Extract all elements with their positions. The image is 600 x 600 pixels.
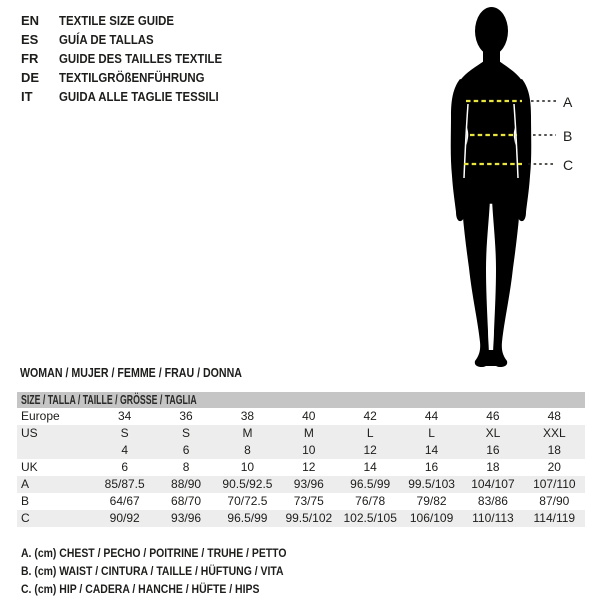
language-item: [21, 30, 244, 49]
measurement-legend: [21, 544, 326, 598]
language-title: GUIDA ALLE TAGLIE TESSILI: [59, 89, 219, 104]
table-row-chest: A 85/87.5 88/90 90.5/92.5 93/96 96.5/99 99.5/103 104/107 107/110: [17, 476, 585, 493]
silhouette-body: [451, 7, 532, 367]
language-title: TEXTILGRÖßENFÜHRUNG: [59, 70, 205, 85]
row-label: [17, 442, 94, 459]
language-code: EN: [21, 13, 40, 28]
language-item: [21, 11, 244, 30]
row-label: UK: [21, 460, 38, 474]
section-title: WOMAN / MUJER / FEMME / FRAU / DONNA: [20, 366, 242, 380]
language-title: TEXTILE SIZE GUIDE: [59, 13, 175, 28]
language-title: GUÍA DE TALLAS: [59, 32, 154, 47]
table-row-waist: B 64/67 68/70 70/72.5 73/75 76/78 79/82 83/86 87/90: [17, 493, 585, 510]
table-row-us-numeric: 4 6 8 10 12 14 16 18: [17, 442, 585, 459]
measure-label-chest: A: [563, 94, 573, 110]
language-code: IT: [21, 89, 33, 104]
table-header: SIZE / TALLA / TAILLE / GRÖSSE / TAGLIA: [17, 392, 585, 408]
row-label: Europe: [21, 409, 60, 423]
row-label: C: [21, 511, 30, 525]
language-item: [21, 87, 244, 106]
language-code: FR: [21, 51, 39, 66]
language-title: GUIDE DES TAILLES TEXTILE: [59, 51, 223, 66]
language-item: [21, 68, 244, 87]
table-row-us: US S S M M L L XL XXL: [17, 425, 585, 442]
legend-item-chest: A. (cm) CHEST / PECHO / POITRINE / TRUHE / PETTO: [21, 546, 287, 560]
row-label: US: [21, 426, 38, 440]
measure-label-waist: B: [563, 128, 573, 144]
language-code: ES: [21, 32, 39, 47]
legend-item-waist: B. (cm) WAIST / CINTURA / TAILLE / HÜFTUNG / VITA: [21, 564, 284, 578]
legend-item-hip: C. (cm) HIP / CADERA / HANCHE / HÜFTE / HIPS: [21, 582, 260, 596]
table-row-europe: Europe 34 36 38 40 42 44 46 48: [17, 408, 585, 425]
row-label: B: [21, 494, 30, 508]
size-table: [17, 392, 585, 527]
woman-silhouette: [420, 0, 600, 380]
table-row-uk: UK 6 8 10 12 14 16 18 20: [17, 459, 585, 476]
table-row-hip: C 90/92 93/96 96.5/99 99.5/102 102.5/105 106/109 110/113 114/119: [17, 510, 585, 527]
language-list: [21, 11, 244, 106]
language-code: DE: [21, 70, 40, 85]
measure-label-hip: C: [563, 157, 574, 173]
row-label: A: [21, 477, 30, 491]
language-item: [21, 49, 244, 68]
